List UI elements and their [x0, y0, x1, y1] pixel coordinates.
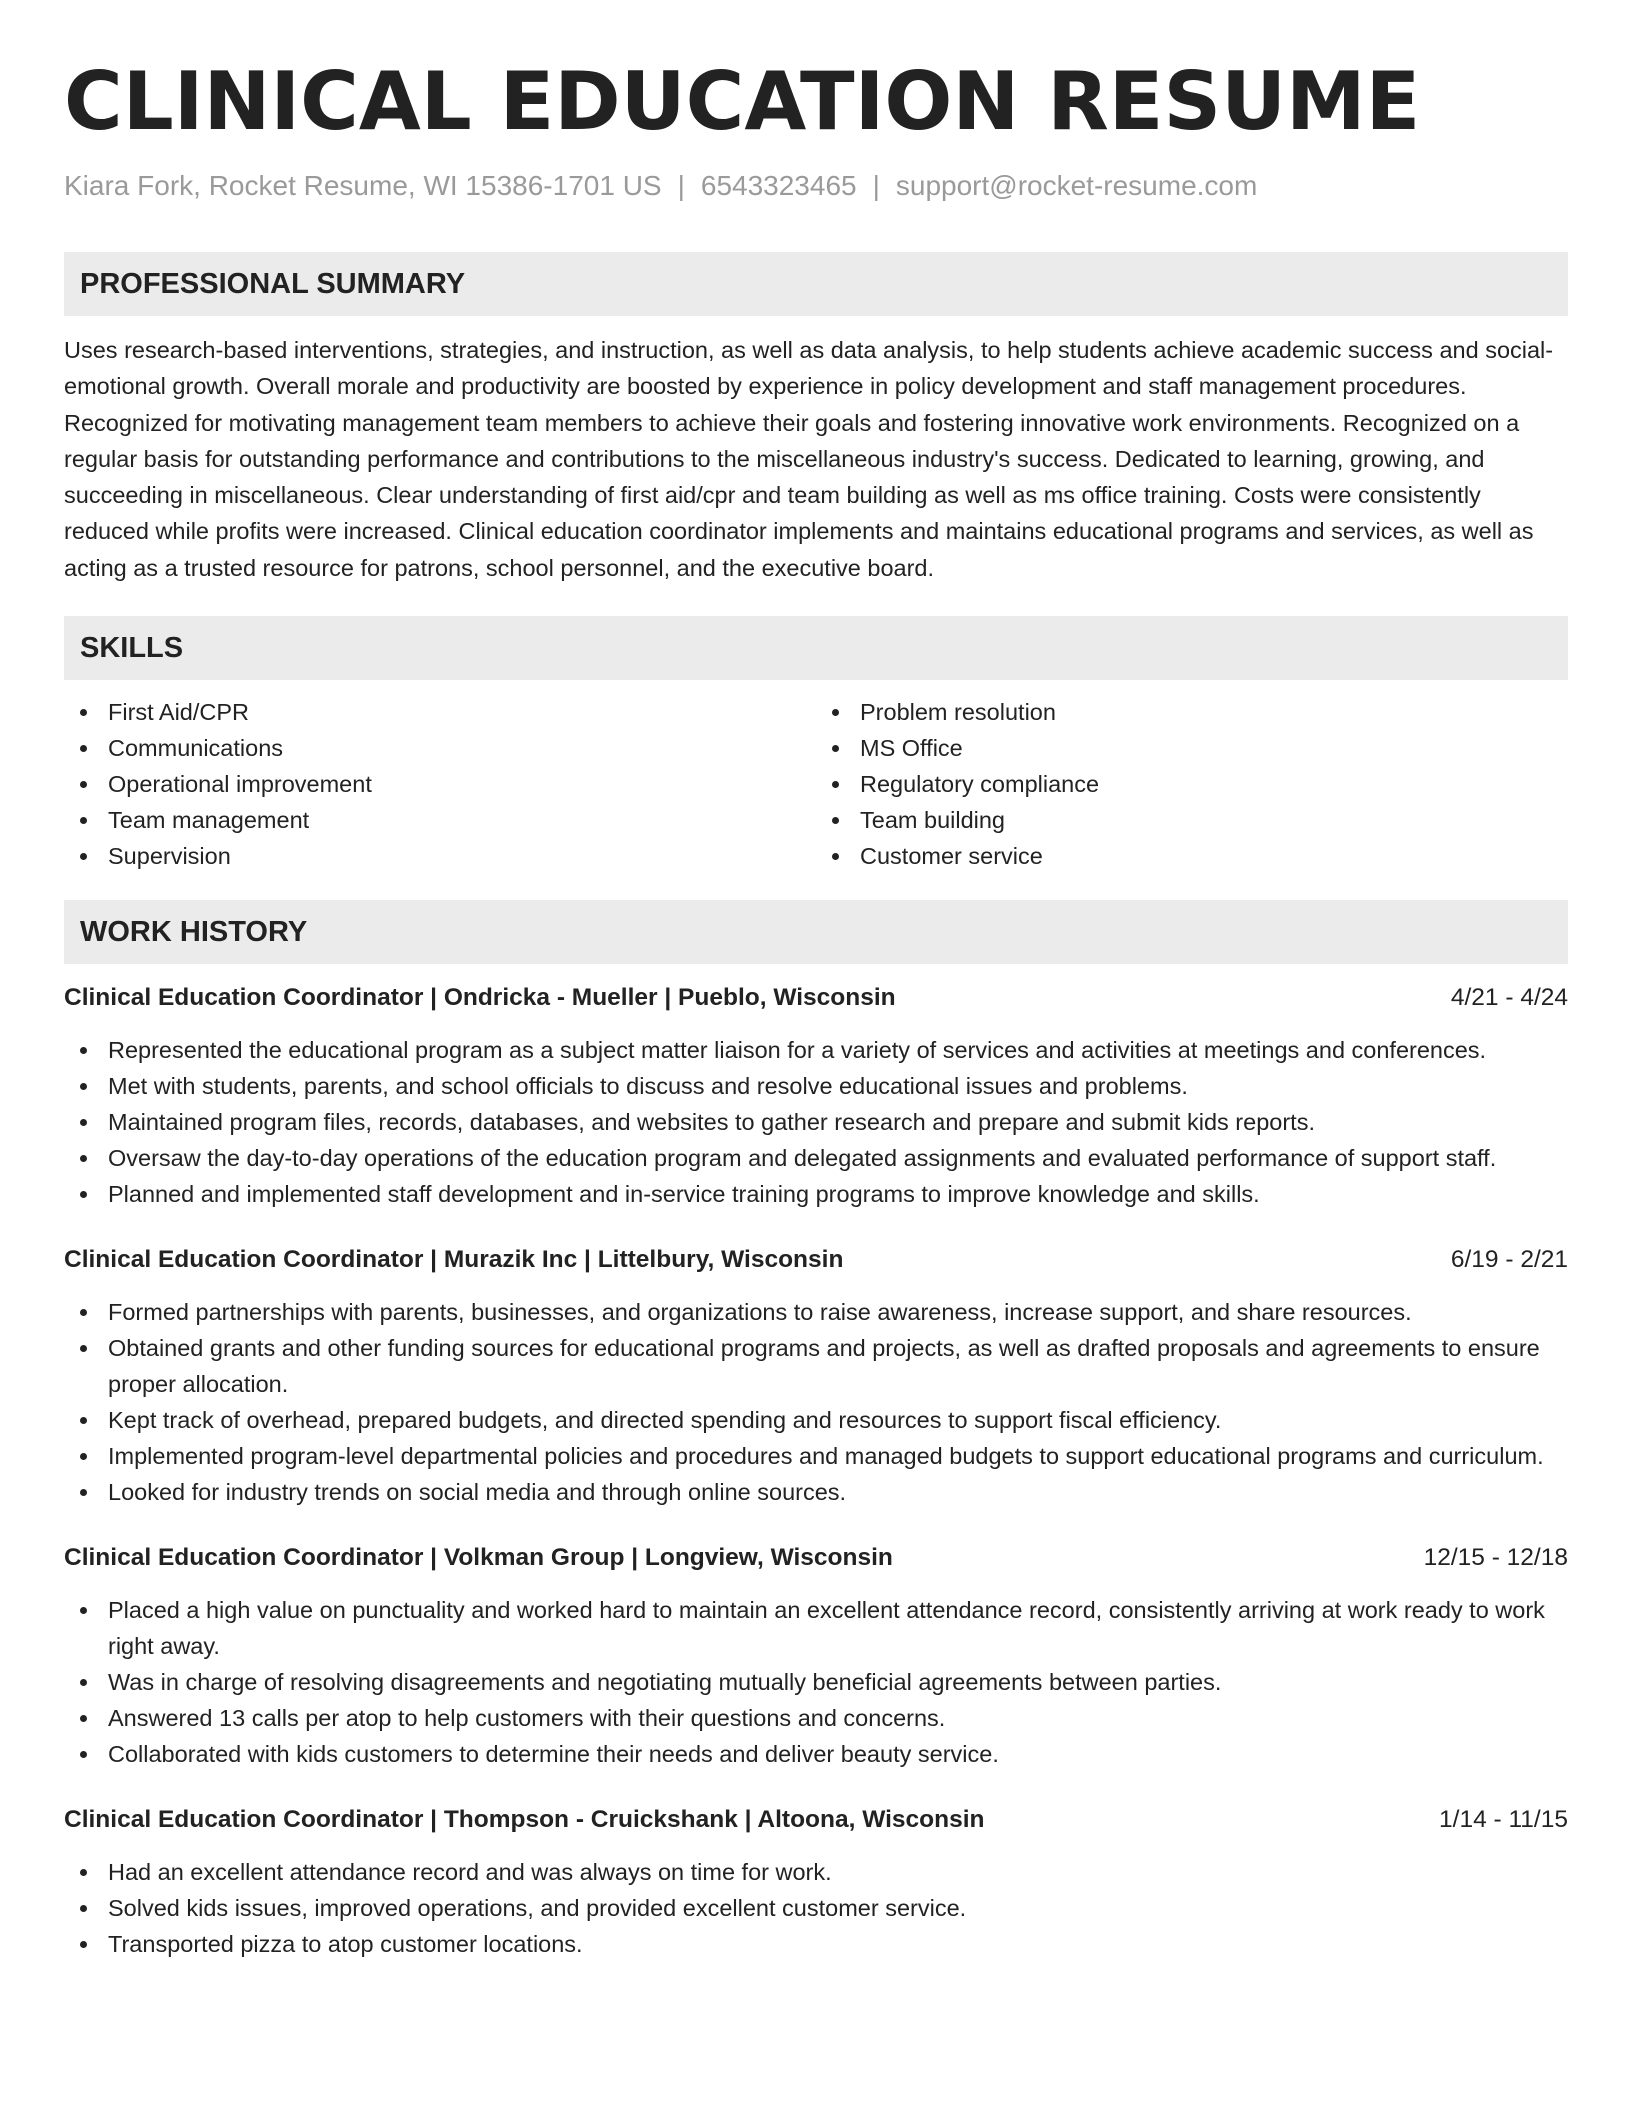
job-bullets	[64, 1592, 1568, 1772]
job-entry	[64, 1540, 1568, 1772]
work-history-heading: WORK HISTORY	[64, 900, 1568, 964]
job-bullet: Transported pizza to atop customer locations.	[64, 1926, 1568, 1962]
job-dates: 4/21 - 4/24	[1450, 984, 1568, 1012]
job-bullet: Kept track of overhead, prepared budgets, and directed spending and resources to support fiscal efficiency.	[64, 1402, 1568, 1438]
contact-address: Kiara Fork, Rocket Resume, WI 15386-1701 US	[64, 170, 662, 201]
skill-item: MS Office	[816, 730, 1568, 766]
summary-text: Uses research-based interventions, strategies, and instruction, as well as data analysis, to help students achieve academic success and social-emotional growth. Overall morale and productivity are boosted by experience in policy development and staff management procedures. Recognized for motivating management team members to achieve their goals and fostering innovative work environments. Recognized on a regular basis for outstanding performance and contributions to the miscellaneous industry's success. Dedicated to learning, growing, and succeeding in miscellaneous. Clear understanding of first aid/cpr and team building as well as ms office training. Costs were consistently reduced while profits were increased. Clinical education coordinator implements and maintains educational programs and services, as well as acting as a trusted resource for patrons, school personnel, and the executive board.	[64, 337, 1554, 581]
skill-item: Team building	[816, 802, 1568, 838]
job-entry	[64, 980, 1568, 1212]
job-dates: 1/14 - 11/15	[1439, 1806, 1568, 1834]
job-bullet: Answered 13 calls per atop to help customers with their questions and concerns.	[64, 1700, 1568, 1736]
page-title: CLINICAL EDUCATION RESUME	[64, 55, 1421, 148]
job-header	[64, 1242, 1568, 1278]
skill-item: Problem resolution	[816, 694, 1568, 730]
job-dates: 12/15 - 12/18	[1423, 1544, 1568, 1572]
job-title: Clinical Education Coordinator | Ondricka - Mueller | Pueblo, Wisconsin	[64, 984, 896, 1012]
job-entry	[64, 1242, 1568, 1510]
job-bullets	[64, 1032, 1568, 1212]
job-dates: 6/19 - 2/21	[1450, 1246, 1568, 1274]
skills-left-column	[64, 694, 816, 874]
summary-heading: PROFESSIONAL SUMMARY	[64, 252, 1568, 316]
job-title: Clinical Education Coordinator | Murazik Inc | Littelbury, Wisconsin	[64, 1246, 844, 1274]
skill-item: Customer service	[816, 838, 1568, 874]
job-header	[64, 1540, 1568, 1576]
skill-item: Communications	[64, 730, 816, 766]
skill-item: First Aid/CPR	[64, 694, 816, 730]
job-bullet: Represented the educational program as a subject matter liaison for a variety of services and activities at meetings and conferences.	[64, 1032, 1568, 1068]
job-bullet: Oversaw the day-to-day operations of the education program and delegated assignments and evaluated performance of support staff.	[64, 1140, 1568, 1176]
skill-item: Operational improvement	[64, 766, 816, 802]
skills-columns	[64, 694, 1568, 874]
job-bullet: Met with students, parents, and school officials to discuss and resolve educational issues and problems.	[64, 1068, 1568, 1104]
job-entry	[64, 1802, 1568, 1962]
job-bullet: Planned and implemented staff development and in-service training programs to improve knowledge and skills.	[64, 1176, 1568, 1212]
skill-item: Team management	[64, 802, 816, 838]
job-bullet: Solved kids issues, improved operations, and provided excellent customer service.	[64, 1890, 1568, 1926]
skills-heading: SKILLS	[64, 616, 1568, 680]
job-bullets	[64, 1854, 1568, 1962]
job-bullet: Maintained program files, records, databases, and websites to gather research and prepare and submit kids reports.	[64, 1104, 1568, 1140]
skill-item: Supervision	[64, 838, 816, 874]
job-header	[64, 1802, 1568, 1838]
contact-email: support@rocket-resume.com	[895, 170, 1258, 201]
job-bullet: Collaborated with kids customers to determine their needs and deliver beauty service.	[64, 1736, 1568, 1772]
job-bullet: Formed partnerships with parents, businesses, and organizations to raise awareness, increase support, and share resources.	[64, 1294, 1568, 1330]
skills-right-column	[816, 694, 1568, 874]
skill-item: Regulatory compliance	[816, 766, 1568, 802]
contact-line	[64, 168, 1568, 204]
contact-separator: |	[872, 170, 880, 201]
job-bullet: Was in charge of resolving disagreements and negotiating mutually beneficial agreements between parties.	[64, 1664, 1568, 1700]
job-title: Clinical Education Coordinator | Volkman Group | Longview, Wisconsin	[64, 1544, 893, 1572]
job-bullets	[64, 1294, 1568, 1510]
contact-phone: 6543323465	[700, 170, 857, 201]
job-bullet: Implemented program-level departmental policies and procedures and managed budgets to support educational programs and curriculum.	[64, 1438, 1568, 1474]
contact-separator: |	[677, 170, 685, 201]
job-header	[64, 980, 1568, 1016]
job-bullet: Had an excellent attendance record and was always on time for work.	[64, 1854, 1568, 1890]
job-bullet: Looked for industry trends on social media and through online sources.	[64, 1474, 1568, 1510]
job-bullet: Obtained grants and other funding sources for educational programs and projects, as well as drafted proposals and agreements to ensure proper allocation.	[64, 1330, 1568, 1402]
job-bullet: Placed a high value on punctuality and worked hard to maintain an excellent attendance record, consistently arriving at work ready to work right away.	[64, 1592, 1568, 1664]
job-title: Clinical Education Coordinator | Thompson - Cruickshank | Altoona, Wisconsin	[64, 1806, 985, 1834]
